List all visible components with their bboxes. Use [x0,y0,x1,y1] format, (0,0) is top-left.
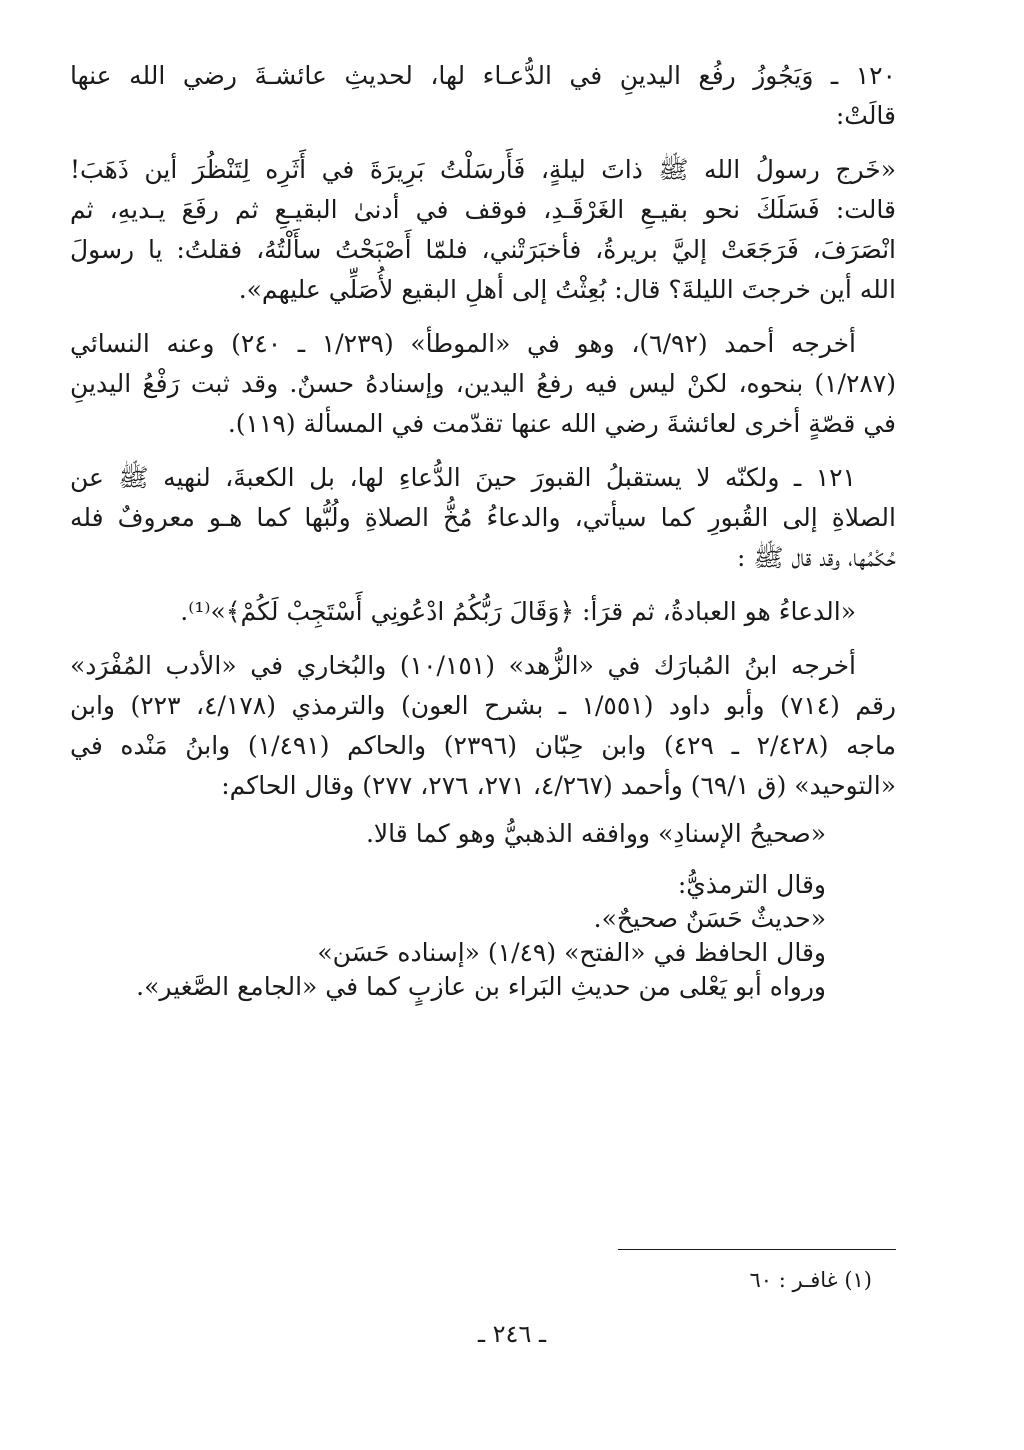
footnote: (١) غافـر : ٦٠ [749,1268,872,1292]
text-line: ورواه أبو يَعْلى من حديثِ البَراء بن عازبٍ كما في «الجامع الصَّغير». [136,972,826,1001]
text-line: ماجه (٢/٤٢٨ ـ ٤٢٩) وابن حِبّان (٢٣٩٦) والحاكم (١/٤٩١) وابنُ مَنْده في [70,731,896,760]
page-body [70,56,896,1004]
text-line: «خَرج رسولُ الله ﷺ ذاتَ ليلةٍ، فَأَرسَلْتُ بَرِيرَةَ في أَثَرِه لِتَنْظُرَ أين ذَهَبَ! [70,155,896,184]
text-line: انْصَرَفَ، فَرَجَعَتْ إليَّ بريرةُ، فأخبَرَتْني، فلمّا أَصْبَحْتُ سأَلْتُهُ، فقلتُ: يا رسولَ [70,235,896,264]
page-number: ـ ٢٤٦ ـ [477,1320,546,1348]
text-line: ١٢٠ ـ وَيَجُوزُ رفُع اليدينِ في الدُّعـاء لها، لحديثِ عائشـةَ رضي الله عنها [70,61,896,90]
paragraph-120 [70,56,896,136]
paragraph-121 [70,458,896,578]
takhrij-paragraph-2 [70,646,896,806]
hadith-quote-aisha [70,150,896,310]
tirmidhi-verdict [70,868,896,1004]
text-line: (١/٢٨٧) بنحوه، لكنْ ليس فيه رفعُ اليدين، وإسنادهُ حسنٌ. وقد ثبت رَفْعُ اليدينِ [70,369,896,398]
text-line: «التوحيد» (ق ٦٩/١) وأحمد (٤/٢٦٧، ٢٧١، ٢٧٦، ٢٧٧) وقال الحاكم: [221,771,896,800]
hadith-quote-dua [70,592,896,632]
text-line: حُكْمُها، وقد قال ﷺ : [736,543,896,572]
text-line: «صحيحُ الإسنادِ» ووافقه الذهبيُّ وهو كما قالا. [365,819,826,848]
text-line: في قصّةٍ أخرى لعائشةَ رضي الله عنها تقدّمت في المسألة (١١٩). [227,409,896,438]
text-line: وقال الحافظ في «الفتح» (١/٤٩) «إسناده حَسَن» [317,938,826,967]
text-line: قالَتْ: [835,101,896,130]
text-line: وقال الترمذيُّ: [677,870,826,899]
text-line: أخرجه أحمد (٦/٩٢)، وهو في «الموطأ» (١/٢٣٩ ـ ٢٤٠) وعنه النسائي [70,329,856,358]
hakim-verdict [70,814,896,854]
text-line: ١٢١ ـ ولكنّه لا يستقبلُ القبورَ حينَ الدُّعاءِ لها، بل الكعبةَ، لنهيه ﷺ عن [70,463,856,492]
text-line: الصلاةِ إلى القُبورِ كما سيأتي، والدعاءُ مُخُّ الصلاةِ ولُبُّها كما هـو معروفٌ فله [70,503,896,532]
text-line: «حديثٌ حَسَنٌ صحيحٌ». [593,904,826,933]
text-line: أخرجه ابنُ المُبارَك في «الزُّهد» (١٠/١٥١) والبُخاري في «الأدب المُفْرَد» [70,651,856,680]
text-line: الله أين خرجتَ الليلةَ؟ قال: بُعِثْتُ إلى أهلِ البقيع لأُصَلِّي عليهم». [238,275,896,304]
text-line: رقم (٧١٤) وأبو داود (١/٥٥١ ـ بشرح العون) والترمذي (٤/١٧٨، ٢٢٣) وابن [70,691,896,720]
text-line: «الدعاءُ هو العبادةُ، ثم قرَأ: ﴿وَقَالَ رَبُّكُمُ ادْعُونِي أَسْتَجِبْ لَكُمْ﴾»⁽¹⁾. [180,597,856,626]
footnote-divider [618,1249,896,1250]
takhrij-paragraph-1 [70,324,896,444]
text-line: قالت: فَسَلَكَ نحو بقيـعِ الغَرْقَـدِ، فوقف في أدنىٰ البقيـعِ ثم رفَعَ يـديهِ، ثم [70,195,896,224]
